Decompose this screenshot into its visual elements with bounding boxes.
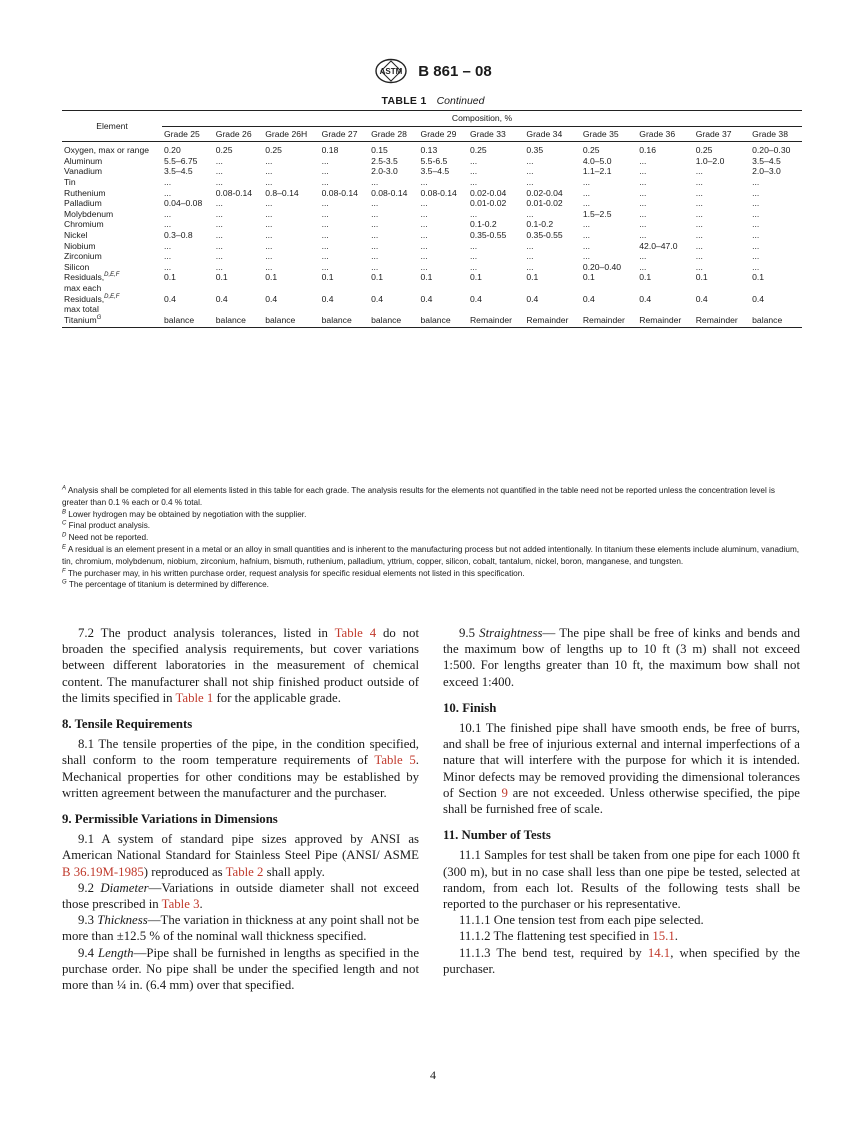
composition-cell: ... <box>469 261 478 272</box>
element-name: Silicon <box>64 261 90 272</box>
section-11-heading: 11. Number of Tests <box>443 828 551 843</box>
table-caption <box>0 95 866 107</box>
page-header <box>0 58 866 84</box>
composition-cell: ... <box>639 198 647 209</box>
composition-cell: ... <box>752 187 760 198</box>
table-row <box>62 262 802 273</box>
link-15-1[interactable]: 15.1 <box>652 929 675 944</box>
composition-cell: 3.5–4.5 <box>164 166 193 177</box>
footnote: $^D$ Need not be reported. <box>62 532 149 543</box>
grade-header: Grade 26H <box>263 126 319 142</box>
composition-cell: ... <box>321 251 329 262</box>
composition-cell: ... <box>469 176 478 187</box>
astm-logo-icon <box>374 58 408 84</box>
composition-cell: balance <box>263 315 319 328</box>
composition-cell: ... <box>265 261 273 272</box>
composition-cell: 0.4 <box>582 293 595 304</box>
table-row <box>62 272 802 293</box>
composition-cell: ... <box>215 240 223 251</box>
composition-cell: ... <box>321 229 329 240</box>
composition-cell: ... <box>526 208 534 219</box>
composition-cell: ... <box>582 176 590 187</box>
document-id: B 861 – 08 <box>418 62 492 80</box>
grade-header: Grade 37 <box>694 126 750 142</box>
composition-cell: ... <box>265 229 273 240</box>
composition-cell: ... <box>371 176 379 187</box>
composition-cell: ... <box>420 240 428 251</box>
composition-cell: Remainder <box>637 315 693 328</box>
composition-cell: ... <box>695 229 703 240</box>
composition-cell: ... <box>469 240 478 251</box>
composition-cell: 0.25 <box>469 145 487 156</box>
composition-cell: ... <box>321 219 329 230</box>
composition-cell: 0.1 <box>752 272 765 283</box>
left-column <box>62 625 419 993</box>
composition-cell: ... <box>265 240 273 251</box>
composition-cell: 0.4 <box>695 293 708 304</box>
composition-cell: 0.1 <box>582 272 595 283</box>
composition-cell: ... <box>321 176 329 187</box>
composition-cell: 0.08-0.14 <box>321 187 358 198</box>
composition-cell: ... <box>371 208 379 219</box>
table-footnotes <box>62 485 802 591</box>
composition-cell: ... <box>265 166 273 177</box>
grade-header: Grade 25 <box>162 126 214 142</box>
table-row <box>62 156 802 167</box>
composition-cell: 0.20–0.30 <box>752 145 791 156</box>
composition-cell: 0.8–0.14 <box>265 187 299 198</box>
composition-cell: ... <box>215 229 223 240</box>
element-name: Zirconium <box>64 251 102 262</box>
composition-cell: balance <box>419 315 468 328</box>
right-column <box>443 625 800 977</box>
composition-cell: 1.1–2.1 <box>582 166 612 177</box>
composition-cell: ... <box>164 261 172 272</box>
composition-cell: 0.08-0.14 <box>420 187 457 198</box>
composition-table <box>62 110 802 328</box>
composition-cell: ... <box>371 198 379 209</box>
composition-cell: ... <box>371 261 379 272</box>
composition-cell: ... <box>582 219 590 230</box>
link-table-2[interactable]: Table 2 <box>225 864 264 879</box>
link-b36[interactable]: B 36.19M-1985 <box>62 864 144 879</box>
composition-cell: balance <box>369 315 418 328</box>
composition-cell: 0.1-0.2 <box>526 219 554 230</box>
section-10-heading: 10. Finish <box>443 700 497 715</box>
composition-cell: ... <box>695 219 703 230</box>
composition-cell: 0.4 <box>526 293 539 304</box>
composition-cell: ... <box>752 240 760 251</box>
footnote: $^G$ The percentage of titanium is determined by difference. <box>62 579 269 590</box>
table-row <box>62 142 802 156</box>
composition-cell: ... <box>582 198 590 209</box>
composition-cell: ... <box>321 198 329 209</box>
element-name: Nickel <box>64 229 88 240</box>
element-name: Residuals,$^{D,E,F}$ max total <box>64 293 120 315</box>
composition-cell: ... <box>321 208 329 219</box>
composition-cell: 0.1 <box>371 272 384 283</box>
para-11-1-3: 11.1.3 The bend test, required by 14.1, when specified by the purchaser. <box>443 945 800 976</box>
para-9-5: 9.5 Straightness— The pipe shall be free of kinks and bends and the maximum bow of lengths up to 10 ft (3 m) shall not exceed 1:500. For lengths greater than 10 ft, the maximum bow shall not exceed 1:400. <box>443 626 800 689</box>
composition-cell: 0.1-0.2 <box>469 219 497 230</box>
table-row <box>62 241 802 252</box>
composition-cell: ... <box>526 261 534 272</box>
composition-cell: ... <box>371 240 379 251</box>
element-name: Ruthenium <box>64 187 106 198</box>
composition-cell: ... <box>321 155 329 166</box>
element-name: Tin <box>64 176 76 187</box>
composition-cell: ... <box>469 155 478 166</box>
composition-cell: 0.1 <box>469 272 482 283</box>
composition-cell: ... <box>265 198 273 209</box>
composition-cell: ... <box>752 219 760 230</box>
composition-cell: ... <box>752 208 760 219</box>
table-row <box>62 209 802 220</box>
element-name: Aluminum <box>64 155 103 166</box>
composition-cell: ... <box>215 176 223 187</box>
composition-cell: ... <box>582 187 590 198</box>
footnote: $^B$ Lower hydrogen may be obtained by negotiation with the supplier. <box>62 508 307 519</box>
table-row <box>62 315 802 328</box>
composition-cell: ... <box>582 240 590 251</box>
para-11-1-1: 11.1.1 One tension test from each pipe selected. <box>459 913 704 928</box>
section-9-heading: 9. Permissible Variations in Dimensions <box>62 812 278 827</box>
grade-header: Grade 34 <box>524 126 580 142</box>
element-header: Element <box>62 111 162 142</box>
composition-cell: 5.5–6.75 <box>164 155 198 166</box>
composition-cell: ... <box>752 261 760 272</box>
composition-cell: ... <box>526 155 534 166</box>
composition-cell: ... <box>265 176 273 187</box>
table-row <box>62 188 802 199</box>
composition-cell: ... <box>420 261 428 272</box>
para-9-4: 9.4 Length—Pipe shall be furnished in lengths as specified in the purchase order. No pipe shall be under the specified length and not more than ¼ in. (6.4 mm) over that specified. <box>62 945 419 993</box>
composition-cell: Remainder <box>468 315 524 328</box>
footnote: $^E$ A residual is an element present in a metal or an alloy in small quantities and is inherent to the manufacturing process but not added intentionally. In titanium these elements include aluminum, vanadium, tin, chromium, molybdenum, niobium, zirconium, hafnium, bismuth, ruthenium, palladium, yttrium, copper, silicon, cobalt, tantalum, nickel, boron, manganese, and tungsten. <box>62 544 800 566</box>
composition-cell: ... <box>469 208 478 219</box>
composition-cell: ... <box>215 219 223 230</box>
composition-cell: 0.4 <box>639 293 652 304</box>
composition-cell: ... <box>526 240 534 251</box>
composition-cell: 0.4 <box>752 293 765 304</box>
composition-cell: ... <box>469 251 478 262</box>
grade-header: Grade 28 <box>369 126 418 142</box>
footnote: $^A$ Analysis shall be completed for all elements listed in this table for each grade. The analysis results for the elements not quantified in the table need not be reported unless the concentration level is greater than 0.1 % each or 0.4 % total. <box>62 485 775 507</box>
composition-cell: ... <box>420 176 428 187</box>
element-name: Residuals,$^{D,E,F}$ max each <box>64 272 120 293</box>
element-name: Niobium <box>64 240 96 251</box>
composition-cell: 0.20 <box>164 145 181 156</box>
composition-cell: 0.1 <box>639 272 652 283</box>
grade-header: Grade 26 <box>214 126 263 142</box>
footnote: $^F$ The purchaser may, in his written purchase order, request analysis for specific residual elements not listed in this specification. <box>62 567 525 578</box>
para-11-1-2: 11.1.2 The flattening test specified in 15.1. <box>459 929 678 944</box>
composition-cell: 0.3–0.8 <box>164 229 193 240</box>
composition-header: Composition, % <box>162 111 802 127</box>
composition-cell: ... <box>639 155 647 166</box>
composition-cell: ... <box>695 261 703 272</box>
composition-cell: 0.35-0.55 <box>526 229 563 240</box>
grade-header: Grade 35 <box>581 126 637 142</box>
composition-cell: 1.5–2.5 <box>582 208 612 219</box>
para-7-2: 7.2 The product analysis tolerances, listed in Table 4 do not broaden the specified analysis requirements, but cover variations between different laboratories in the measurement of chemical content. The manufacturer shall not ship finished product outside of the limits specified in Table 1 for the applicable grade. <box>62 626 419 705</box>
composition-cell: ... <box>639 208 647 219</box>
composition-cell: 0.4 <box>420 293 433 304</box>
element-name: Chromium <box>64 219 104 230</box>
composition-cell: 0.1 <box>321 272 334 283</box>
composition-cell: 0.1 <box>215 272 228 283</box>
composition-cell: 0.4 <box>164 293 176 304</box>
composition-cell: 1.0–2.0 <box>695 155 725 166</box>
para-9-2: 9.2 Diameter—Variations in outside diameter shall not exceed those prescribed in Table 3. <box>62 880 419 912</box>
composition-cell: ... <box>265 155 273 166</box>
grade-header: Grade 38 <box>750 126 802 142</box>
composition-cell: 0.1 <box>695 272 708 283</box>
composition-cell: ... <box>215 261 223 272</box>
composition-cell: 0.25 <box>582 145 600 156</box>
composition-cell: ... <box>752 176 760 187</box>
composition-cell: ... <box>164 251 172 262</box>
link-table-3[interactable]: Table 3 <box>161 897 200 912</box>
composition-cell: ... <box>639 166 647 177</box>
composition-cell: ... <box>215 198 223 209</box>
composition-cell: 0.16 <box>639 145 656 156</box>
table-row <box>62 251 802 262</box>
section-8-heading: 8. Tensile Requirements <box>62 717 193 732</box>
composition-cell: 3.5–4.5 <box>420 166 450 177</box>
composition-cell: ... <box>469 166 478 177</box>
para-9-1: 9.1 A system of standard pipe sizes approved by ANSI as American National Standard for Stainless Steel Pipe (ANSI/ ASME B 36.19M-1985) reproduced as Table 2 shall apply. <box>62 832 419 879</box>
composition-cell: ... <box>265 208 273 219</box>
grade-header: Grade 29 <box>419 126 468 142</box>
composition-cell: 0.4 <box>469 293 482 304</box>
link-table-5[interactable]: Table 5 <box>374 753 416 768</box>
composition-cell: balance <box>214 315 263 328</box>
composition-cell: ... <box>215 208 223 219</box>
page-number: 4 <box>430 1068 436 1082</box>
composition-cell: 0.08-0.14 <box>215 187 253 198</box>
composition-cell: 0.20–0.40 <box>582 261 622 272</box>
link-table-4[interactable]: Table 4 <box>334 626 377 640</box>
composition-cell: 2.0–3.0 <box>752 166 781 177</box>
composition-cell: 0.35-0.55 <box>469 229 507 240</box>
composition-cell: ... <box>321 261 329 272</box>
link-table-1[interactable]: Table 1 <box>175 690 214 705</box>
composition-cell: Remainder <box>524 315 580 328</box>
composition-cell: ... <box>215 166 223 177</box>
composition-cell: 0.1 <box>420 272 433 283</box>
composition-cell: ... <box>695 240 703 251</box>
composition-cell: 0.1 <box>526 272 539 283</box>
element-name: Palladium <box>64 198 102 209</box>
composition-cell: ... <box>639 251 647 262</box>
table-row <box>62 198 802 209</box>
link-14-1[interactable]: 14.1 <box>647 945 671 960</box>
composition-cell: ... <box>695 176 703 187</box>
element-name: Oxygen, max or range <box>64 145 150 156</box>
composition-cell: ... <box>420 198 428 209</box>
composition-cell: 42.0–47.0 <box>639 240 678 251</box>
composition-cell: ... <box>420 219 428 230</box>
composition-cell: ... <box>321 240 329 251</box>
composition-cell: ... <box>420 229 428 240</box>
composition-cell: ... <box>164 208 172 219</box>
composition-cell: balance <box>162 315 214 328</box>
para-8-1: 8.1 The tensile properties of the pipe, in the condition specified, shall conform to the room temperature requirements of Table 5. Mechanical properties for other conditions may be established by written agreement between the manufacturer and the purchaser. <box>62 737 419 800</box>
composition-cell: 2.5-3.5 <box>371 155 398 166</box>
composition-cell: ... <box>265 219 273 230</box>
composition-cell: 0.4 <box>371 293 384 304</box>
composition-cell: ... <box>639 176 647 187</box>
composition-cell: 0.25 <box>215 145 233 156</box>
composition-cell: 3.5–4.5 <box>752 155 781 166</box>
composition-cell: 0.18 <box>321 145 339 156</box>
composition-cell: ... <box>215 251 223 262</box>
composition-cell: 0.01-0.02 <box>526 198 563 209</box>
composition-cell: 0.4 <box>215 293 228 304</box>
table-continued: Continued <box>436 95 485 107</box>
element-name: Molybdenum <box>64 208 114 219</box>
composition-cell: ... <box>164 219 172 230</box>
composition-cell: 0.08-0.14 <box>371 187 408 198</box>
composition-cell: ... <box>752 251 760 262</box>
grade-header: Grade 33 <box>468 126 524 142</box>
composition-cell: ... <box>695 208 703 219</box>
composition-cell: 0.01-0.02 <box>469 198 507 209</box>
composition-cell: ... <box>639 261 647 272</box>
composition-cell: ... <box>639 229 647 240</box>
table-row <box>62 177 802 188</box>
composition-cell: ... <box>695 166 703 177</box>
svg-text:ASTM: ASTM <box>379 67 403 76</box>
para-10-1: 10.1 The finished pipe shall have smooth ends, be free of burrs, and shall be free of injurious external and internal imperfections of a nature that will interfere with the purpose for which it is intended. Minor defects may be removed providing the dimensional tolerances of Section 9 are not exceeded. Unless otherwise specified, the pipe shall be furnished free of scale. <box>443 721 800 817</box>
grade-header: Grade 27 <box>320 126 369 142</box>
composition-cell: 0.25 <box>265 145 282 156</box>
composition-cell: ... <box>526 166 534 177</box>
composition-cell: 0.1 <box>265 272 278 283</box>
composition-cell: 0.13 <box>420 145 438 156</box>
para-11-1: 11.1 Samples for test shall be taken from one pipe for each 1000 ft (300 m), but in no case shall less than one pipe be tested, selected at random, from each lot. Results of the following tests shall be reported to the purchaser or his representative. <box>443 848 800 912</box>
table-row <box>62 219 802 230</box>
footnote: $^C$ Final product analysis. <box>62 520 151 531</box>
composition-cell: ... <box>582 251 590 262</box>
composition-cell: ... <box>420 251 428 262</box>
composition-cell: 5.5-6.5 <box>420 155 448 166</box>
composition-cell: 4.0–5.0 <box>582 155 612 166</box>
grade-header: Grade 36 <box>637 126 693 142</box>
composition-cell: 0.4 <box>321 293 334 304</box>
composition-cell: Remainder <box>694 315 750 328</box>
composition-cell: ... <box>164 187 172 198</box>
table-row <box>62 230 802 241</box>
composition-cell: 0.02-0.04 <box>469 187 507 198</box>
composition-cell: 0.25 <box>695 145 713 156</box>
composition-cell: ... <box>526 176 534 187</box>
composition-cell: ... <box>371 229 379 240</box>
composition-cell: ... <box>639 219 647 230</box>
composition-cell: balance <box>750 315 802 328</box>
composition-cell: Remainder <box>581 315 637 328</box>
composition-cell: ... <box>371 219 379 230</box>
para-9-3: 9.3 Thickness—The variation in thickness at any point shall not be more than ±12.5 % of the nominal wall thickness specified. <box>62 913 419 944</box>
composition-cell: ... <box>639 187 647 198</box>
composition-cell: ... <box>164 176 172 187</box>
composition-cell: 0.35 <box>526 145 544 156</box>
element-name: Vanadium <box>64 166 103 177</box>
composition-cell: 2.0-3.0 <box>371 166 398 177</box>
composition-cell: ... <box>265 251 273 262</box>
composition-cell: 0.4 <box>265 293 278 304</box>
composition-cell: ... <box>752 198 760 209</box>
table-row <box>62 294 802 315</box>
composition-cell: ... <box>321 166 329 177</box>
table-label: TABLE 1 <box>381 95 427 107</box>
composition-cell: ... <box>695 198 703 209</box>
composition-cell: ... <box>752 229 760 240</box>
composition-cell: ... <box>582 229 590 240</box>
composition-cell: ... <box>371 251 379 262</box>
table-row <box>62 166 802 177</box>
composition-cell: 0.15 <box>371 145 388 156</box>
composition-cell: ... <box>215 155 223 166</box>
composition-cell: ... <box>164 240 172 251</box>
composition-cell: balance <box>320 315 369 328</box>
composition-cell: 0.02-0.04 <box>526 187 563 198</box>
composition-cell: ... <box>695 251 703 262</box>
element-name: Titanium$^G$ <box>62 315 162 328</box>
composition-cell: ... <box>526 251 534 262</box>
composition-cell: ... <box>695 187 703 198</box>
composition-cell: 0.04–0.08 <box>164 198 203 209</box>
link-section-9[interactable]: 9 <box>501 785 508 800</box>
composition-cell: ... <box>420 208 428 219</box>
composition-cell: 0.1 <box>164 272 176 283</box>
